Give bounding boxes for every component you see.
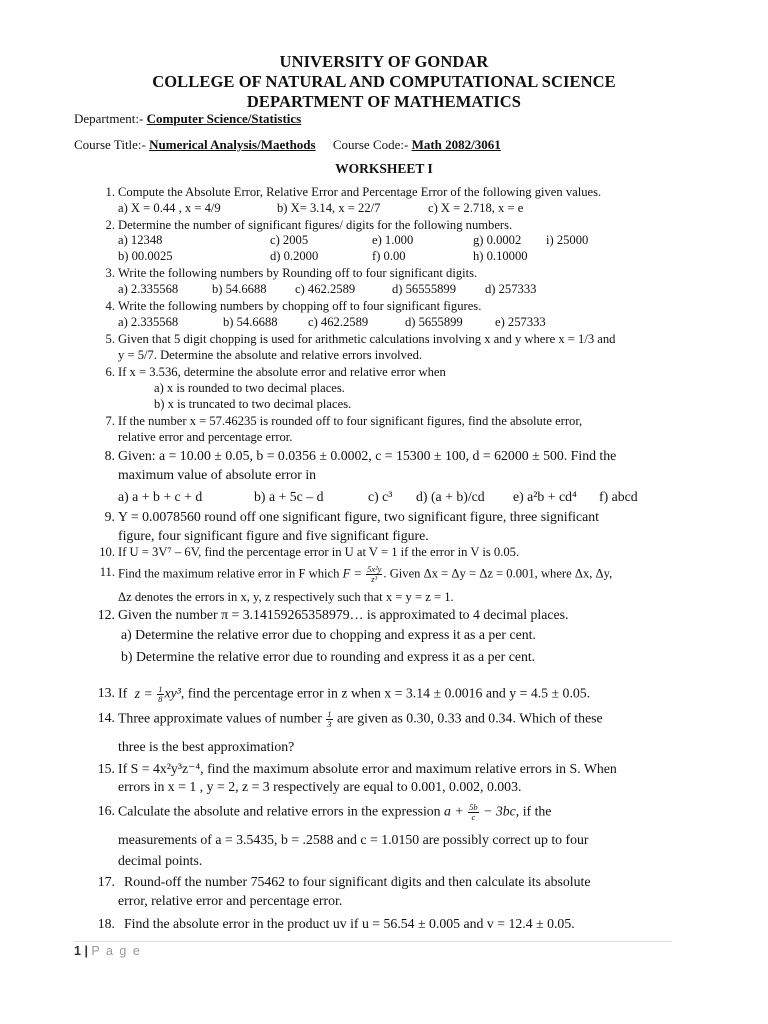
q1-option-a: a) X = 0.44 , x = 4/9: [118, 201, 221, 215]
q14-denominator: 3: [327, 719, 332, 729]
question-number: 1.: [105, 185, 115, 199]
question-number: 11.: [99, 565, 115, 579]
q11-text-post: . Given Δx = Δy = Δz = 0.001, where Δx, Δy,: [383, 566, 613, 581]
question-text: Find the absolute error in the product uv if u = 56.54 ± 0.005 and v = 12.4 ± 0.05.: [124, 916, 575, 931]
q4-option-e: e) 257333: [495, 315, 546, 329]
question-text-cont: three is the best approximation?: [118, 739, 295, 754]
course-line: [74, 137, 501, 153]
department-label: Department:-: [74, 111, 144, 126]
q16-formula-rest: − 3bc,: [483, 803, 520, 819]
department-line: [74, 111, 301, 127]
question-number: 9.: [104, 509, 115, 524]
question-number: 10.: [99, 545, 115, 559]
question-number: 18.: [97, 916, 115, 931]
department-title: DEPARTMENT OF MATHEMATICS: [246, 92, 522, 111]
page-label: P a g e: [91, 944, 142, 958]
question-text: Determine the number of significant figures/ digits for the following numbers.: [118, 218, 513, 232]
question-text: [118, 803, 551, 822]
question-number: 17.: [97, 874, 115, 889]
q1-option-c: c) X = 2.718, x = e: [428, 201, 524, 215]
q8-option-b: b) a + 5c – d: [254, 489, 324, 504]
question-text: Given the number π = 3.14159265358979… is approximated to 4 decimal places.: [118, 607, 569, 622]
question-number: 13.: [97, 685, 115, 700]
q2-option-c: c) 2005: [270, 233, 309, 247]
q4-option-a: a) 2.335568: [118, 315, 179, 329]
q11-numerator: 5x²y: [367, 564, 382, 574]
q2-option-h: h) 0.10000: [473, 249, 528, 263]
q11-denominator: z³: [371, 574, 378, 584]
q3-option-c: c) 462.2589: [295, 282, 356, 296]
q13-formula-lhs: z =: [134, 685, 153, 701]
page-number: 1: [74, 944, 81, 958]
q3-option-a: a) 2.335568: [118, 282, 179, 296]
q12-option-a: a) Determine the relative error due to chopping and express it as a per cent.: [121, 627, 536, 642]
q16-numerator: 5b: [469, 802, 478, 812]
q16-formula-a: a +: [444, 803, 464, 819]
q14-numerator: 1: [327, 709, 332, 719]
question-text: If U = 3V⁷ – 6V, find the percentage error in U at V = 1 if the error in V is 0.05.: [118, 545, 520, 559]
question-text-cont: y = 5/7. Determine the absolute and relative errors involved.: [118, 348, 423, 362]
question-text: Y = 0.0078560 round off one significant figure, two significant figure, three significant: [118, 509, 599, 524]
q16-denominator: c: [471, 812, 476, 822]
q2-option-i: i) 25000: [546, 233, 589, 247]
question-number: 15.: [97, 761, 115, 776]
course-code-label: Course Code:-: [332, 137, 409, 152]
q8-option-a: a) a + b + c + d: [118, 489, 203, 504]
q4-option-d: d) 5655899: [405, 315, 463, 329]
q11-fraction: [366, 565, 382, 584]
question-text-cont: relative error and percentage error.: [118, 430, 293, 444]
question-number: 4.: [105, 299, 115, 313]
q13-text-post: , find the percentage error in z when x = 3.14 ± 0.0016 and y = 4.5 ± 0.05.: [180, 685, 591, 701]
q6-option-a: a) x is rounded to two decimal places.: [154, 381, 345, 395]
q11-text-pre: Find the maximum relative error in F which: [118, 566, 340, 581]
q16-fraction: [468, 803, 479, 822]
q8-option-f: f) abcd: [599, 489, 638, 504]
q8-option-c: c) c³: [368, 489, 393, 504]
q3-option-b: b) 54.6688: [212, 282, 267, 296]
q13-fraction: [157, 685, 163, 704]
worksheet-title: WORKSHEET I: [335, 161, 433, 176]
question-number: 16.: [97, 803, 115, 818]
q13-numerator: 1: [158, 684, 163, 694]
question-number: 7.: [105, 414, 115, 428]
question-number: 3.: [105, 266, 115, 280]
course-code-value: Math 2082/3061: [411, 137, 501, 152]
college-title: COLLEGE OF NATURAL AND COMPUTATIONAL SCIENCE: [152, 72, 616, 91]
course-title-value: Numerical Analysis/Maethods: [149, 137, 316, 152]
q2-option-f: f) 0.00: [372, 249, 406, 263]
q16-text-post: if the: [519, 803, 552, 819]
page-separator: |: [84, 944, 88, 958]
question-text-cont: maximum value of absolute error in: [118, 467, 317, 482]
q2-option-b: b) 00.0025: [118, 249, 173, 263]
question-text: Given: a = 10.00 ± 0.05, b = 0.0356 ± 0.0002, c = 15300 ± 100, d = 62000 ± 500. Find the: [118, 448, 617, 463]
q2-option-a: a) 12348: [118, 233, 163, 247]
question-number: 6.: [105, 365, 115, 379]
question-text-cont: Δz denotes the errors in x, y, z respectively such that x = y = z = 1.: [118, 590, 454, 604]
question-text-cont: error, relative error and percentage error.: [118, 893, 343, 908]
q16-text-pre: Calculate the absolute and relative errors in the expression: [118, 803, 441, 819]
course-title-label: Course Title:-: [74, 137, 146, 152]
question-text: Compute the Absolute Error, Relative Error and Percentage Error of the following given values.: [118, 185, 602, 199]
question-text: Write the following numbers by Rounding off to four significant digits.: [118, 266, 478, 280]
question-text: If S = 4x²y³z⁻⁴, find the maximum absolute error and maximum relative errors in S. When: [118, 761, 617, 776]
question-number: 12.: [97, 607, 115, 622]
question-text: If the number x = 57.46235 is rounded off to four significant figures, find the absolute error,: [118, 414, 583, 428]
question-number: 14.: [97, 710, 115, 725]
q2-option-d: d) 0.2000: [270, 249, 319, 263]
question-number: 8.: [104, 448, 115, 463]
department-value: Computer Science/Statistics: [146, 111, 302, 126]
q1-option-b: b) X= 3.14, x = 22/7: [277, 201, 381, 215]
question-text: If x = 3.536, determine the absolute error and relative error when: [118, 365, 446, 379]
q13-denominator: 8: [158, 694, 163, 704]
footer-divider: [74, 941, 672, 942]
q4-option-b: b) 54.6688: [223, 315, 278, 329]
question-text: [118, 565, 612, 584]
q2-option-g: g) 0.0002: [473, 233, 522, 247]
q11-formula-lhs: F =: [342, 566, 362, 581]
q14-text-pre: Three approximate values of number: [118, 710, 322, 726]
question-text: Round-off the number 75462 to four significant digits and then calculate its absolute: [124, 874, 591, 889]
q14-fraction: [326, 710, 332, 729]
q4-option-c: c) 462.2589: [308, 315, 369, 329]
q8-option-e: e) a²b + cd⁴: [513, 489, 577, 504]
question-text-cont: figure, four significant figure and five significant figure.: [118, 528, 429, 543]
q3-option-d2: d) 257333: [485, 282, 537, 296]
question-number: 5.: [105, 332, 115, 346]
question-text: [118, 685, 590, 704]
question-text-cont: measurements of a = 3.5435, b = .2588 and c = 1.0150 are possibly correct up to four: [118, 832, 589, 847]
q3-option-d: d) 56555899: [392, 282, 457, 296]
question-text-cont2: decimal points.: [118, 853, 203, 868]
question-text: [118, 710, 603, 729]
question-number: 2.: [105, 218, 115, 232]
q12-option-b: b) Determine the relative error due to rounding and express it as a per cent.: [121, 649, 536, 664]
q14-text-post: are given as 0.30, 0.33 and 0.34. Which of these: [336, 710, 603, 726]
q2-option-e: e) 1.000: [372, 233, 414, 247]
question-text: Write the following numbers by chopping off to four significant figures.: [118, 299, 482, 313]
university-title: UNIVERSITY OF GONDAR: [279, 52, 489, 71]
q8-option-d: d) (a + b)/cd: [416, 489, 485, 504]
question-text-cont: errors in x = 1 , y = 2, z = 3 respectively are equal to 0.001, 0.002, 0.003.: [118, 779, 522, 794]
q6-option-b: b) x is truncated to two decimal places.: [154, 397, 352, 411]
page-footer: [74, 944, 141, 958]
question-text: Given that 5 digit chopping is used for arithmetic calculations involving x and y where x = 1/3 and: [118, 332, 616, 346]
q13-text-pre: If: [118, 685, 128, 701]
q13-formula-rhs: xy³: [164, 685, 181, 701]
